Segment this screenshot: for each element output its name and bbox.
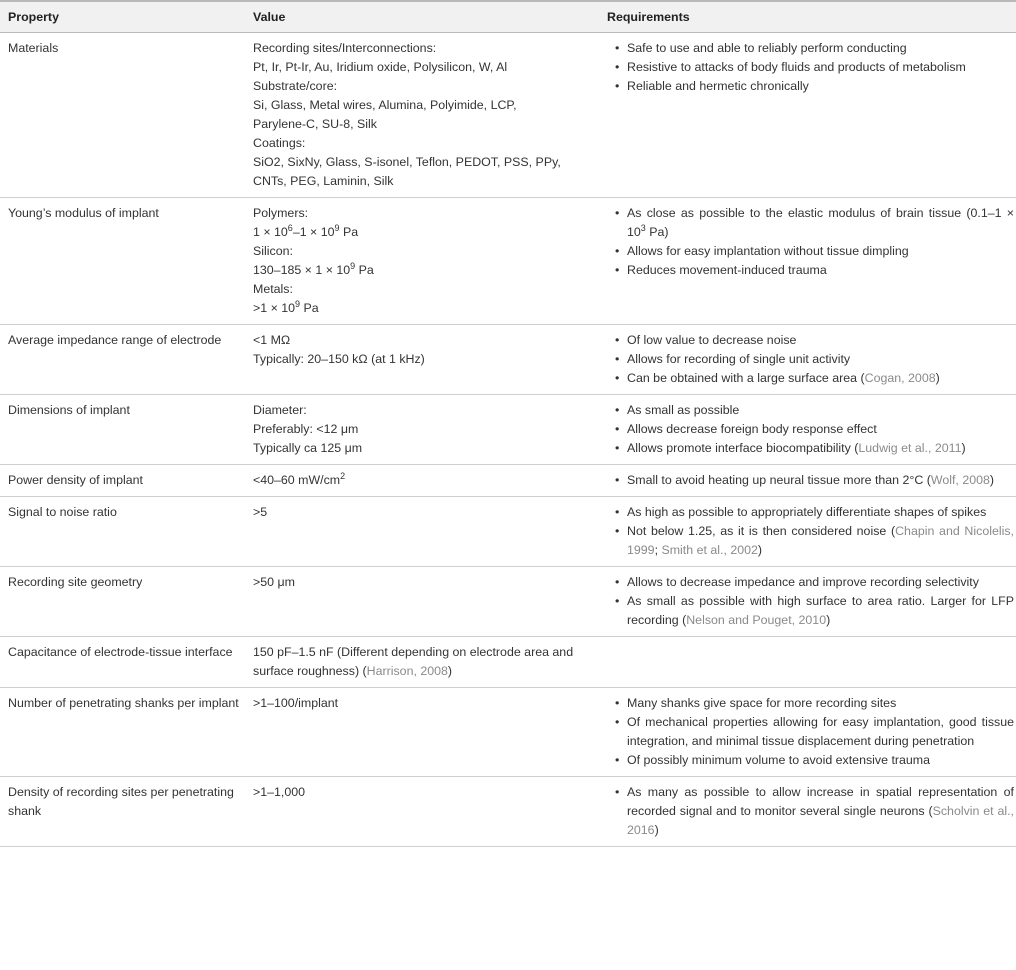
value-line: Si, Glass, Metal wires, Alumina, Polyimide, LCP,	[253, 98, 517, 112]
requirement-item: • Allows to decrease impedance and improve recording selectivity	[607, 573, 1014, 592]
superscript: 2	[340, 471, 346, 481]
table-row	[0, 33, 1016, 198]
table-row	[0, 688, 1016, 777]
cell-requirements	[607, 471, 1016, 490]
value-line: Polymers:	[253, 206, 309, 220]
table-body	[0, 33, 1016, 847]
value-line: Parylene-C, SU-8, Silk	[253, 117, 377, 131]
requirement-list	[607, 573, 1014, 630]
table-row	[0, 465, 1016, 497]
citation: Chapin and Nicolelis, 1999	[627, 524, 1014, 557]
cell-requirements	[607, 204, 1016, 318]
cell-requirements	[607, 503, 1016, 560]
table-row	[0, 567, 1016, 637]
requirement-list	[607, 694, 1014, 770]
requirement-item: • Allows for recording of single unit activity	[607, 350, 1014, 369]
cell-property: Recording site geometry	[8, 575, 143, 589]
value-line: <40–60 $mW/cm^2$	[253, 471, 346, 487]
table-row	[0, 777, 1016, 847]
cell-value	[253, 694, 607, 770]
requirement-list	[607, 204, 1014, 280]
citation: Cogan, 2008	[864, 371, 936, 385]
cell-property: Number of penetrating shanks per implant	[8, 696, 239, 710]
citation: Harrison, 2008	[366, 664, 448, 678]
requirement-item: • As close as possible to the elastic modulus of brain tissue ($0.1-1 \times 10^3$ Pa)	[607, 204, 1014, 242]
requirement-item: • As small as possible with high surface to area ratio. Larger for LFP recording (Nelson and Pouget, 2010)	[607, 592, 1014, 630]
requirement-item: • As high as possible to appropriately differentiate shapes of spikes	[607, 503, 1014, 522]
value-line: Pt, Ir, Pt-Ir, Au, Iridium oxide, Polysilicon, W, Al	[253, 60, 508, 74]
cell-value	[253, 783, 607, 840]
cell-requirements	[607, 331, 1016, 388]
header-value: Value	[253, 9, 286, 24]
cell-requirements	[607, 39, 1016, 191]
requirement-list	[607, 39, 1014, 96]
table-row	[0, 497, 1016, 567]
cell-requirements	[607, 783, 1016, 840]
citation: Smith et al., 2002	[661, 543, 758, 557]
cell-value	[253, 204, 607, 318]
cell-value	[253, 39, 607, 191]
superscript: 6	[287, 223, 293, 233]
requirement-item: • Reliable and hermetic chronically	[607, 77, 1014, 96]
value-line: >50 μm	[253, 575, 295, 589]
value-line: Diameter:	[253, 403, 307, 417]
requirement-item: • Allows decrease foreign body response effect	[607, 420, 1014, 439]
requirement-item: • Small to avoid heating up neural tissue more than 2°C (Wolf, 2008)	[607, 471, 1014, 490]
value-line: Coatings:	[253, 136, 306, 150]
requirement-item: • Safe to use and able to reliably perform conducting	[607, 39, 1014, 58]
requirement-list	[607, 331, 1014, 388]
header-property: Property	[8, 9, 59, 24]
cell-value	[253, 331, 607, 388]
cell-value	[253, 503, 607, 560]
requirement-item: • Many shanks give space for more recording sites	[607, 694, 1014, 713]
requirement-item: • Of low value to decrease noise	[607, 331, 1014, 350]
cell-property: Materials	[8, 41, 59, 55]
requirement-item: • Of mechanical properties allowing for easy implantation, good tissue integration, and minimal tissue displacement during penetration	[607, 713, 1014, 751]
cell-value	[253, 401, 607, 458]
value-line: Typically ca 125 μm	[253, 441, 363, 455]
citation: Wolf, 2008	[930, 473, 990, 487]
value-line: Metals:	[253, 282, 293, 296]
cell-property: Capacitance of electrode-tissue interface	[8, 645, 233, 659]
requirement-item: • Can be obtained with a large surface area (Cogan, 2008)	[607, 369, 1014, 388]
value-line: <1 MΩ	[253, 333, 291, 347]
requirement-item: • As small as possible	[607, 401, 1014, 420]
cell-property: Dimensions of implant	[8, 403, 130, 417]
requirement-item: • Allows for easy implantation without tissue dimpling	[607, 242, 1014, 261]
value-line: $130-185 \times 1 \times 10^9$ Pa	[253, 261, 374, 277]
cell-value	[253, 471, 607, 490]
cell-property: Power density of implant	[8, 473, 143, 487]
requirement-item: • Of possibly minimum volume to avoid extensive trauma	[607, 751, 1014, 770]
cell-requirements	[607, 401, 1016, 458]
cell-property: Young’s modulus of implant	[8, 206, 159, 220]
cell-requirements	[607, 643, 1016, 681]
value-line: >1–1,000	[253, 785, 306, 799]
table-row	[0, 198, 1016, 325]
citation: Scholvin et al., 2016	[627, 804, 1014, 837]
value-line: >5	[253, 505, 268, 519]
value-line: Substrate/core:	[253, 79, 338, 93]
value-line: Typically: 20–150 kΩ (at 1 kHz)	[253, 352, 425, 366]
table-row	[0, 325, 1016, 395]
superscript: 3	[640, 223, 646, 233]
table-header	[0, 0, 1016, 33]
cell-value: 150 pF–1.5 nF (Different depending on electrode area and surface roughness) (Harrison, 2008)	[253, 645, 574, 678]
cell-requirements	[607, 573, 1016, 630]
requirement-list	[607, 783, 1014, 840]
value-line: Preferably: <12 μm	[253, 422, 359, 436]
value-line: Recording sites/Interconnections:	[253, 41, 437, 55]
requirement-item: • Resistive to attacks of body fluids and products of metabolism	[607, 58, 1014, 77]
cell-requirements	[607, 694, 1016, 770]
value-line: $1 \times 10^6-1 \times 10^9$ Pa	[253, 223, 359, 239]
table-row	[0, 637, 1016, 688]
requirement-item: • Not below 1.25, as it is then considered noise (Chapin and Nicolelis, 1999; Smith et al., 2002)	[607, 522, 1014, 560]
value-line: >1–100/implant	[253, 696, 339, 710]
requirement-item: • As many as possible to allow increase in spatial representation of recorded signal and to monitor several single neurons (Scholvin et al., 2016)	[607, 783, 1014, 840]
cell-property: Average impedance range of electrode	[8, 333, 222, 347]
table-row	[0, 395, 1016, 465]
requirement-list	[607, 503, 1014, 560]
value-line: CNTs, PEG, Laminin, Silk	[253, 174, 394, 188]
superscript: 9	[295, 299, 301, 309]
value-line: $>1 \times 10^9$ Pa	[253, 299, 319, 315]
value-line: Silicon:	[253, 244, 293, 258]
superscript: 9	[334, 223, 340, 233]
citation: Ludwig et al., 2011	[858, 441, 962, 455]
requirement-list	[607, 471, 1014, 490]
value-line: SiO2, SixNy, Glass, S-isonel, Teflon, PEDOT, PSS, PPy,	[253, 155, 561, 169]
cell-property: Signal to noise ratio	[8, 505, 117, 519]
superscript: 9	[350, 261, 356, 271]
requirement-item: • Allows promote interface biocompatibility (Ludwig et al., 2011)	[607, 439, 1014, 458]
requirement-item: • Reduces movement-induced trauma	[607, 261, 1014, 280]
header-requirements: Requirements	[607, 9, 690, 24]
cell-value	[253, 573, 607, 630]
cell-property: Density of recording sites per penetrating shank	[8, 785, 234, 818]
citation: Nelson and Pouget, 2010	[686, 613, 827, 627]
requirement-list	[607, 401, 1014, 458]
